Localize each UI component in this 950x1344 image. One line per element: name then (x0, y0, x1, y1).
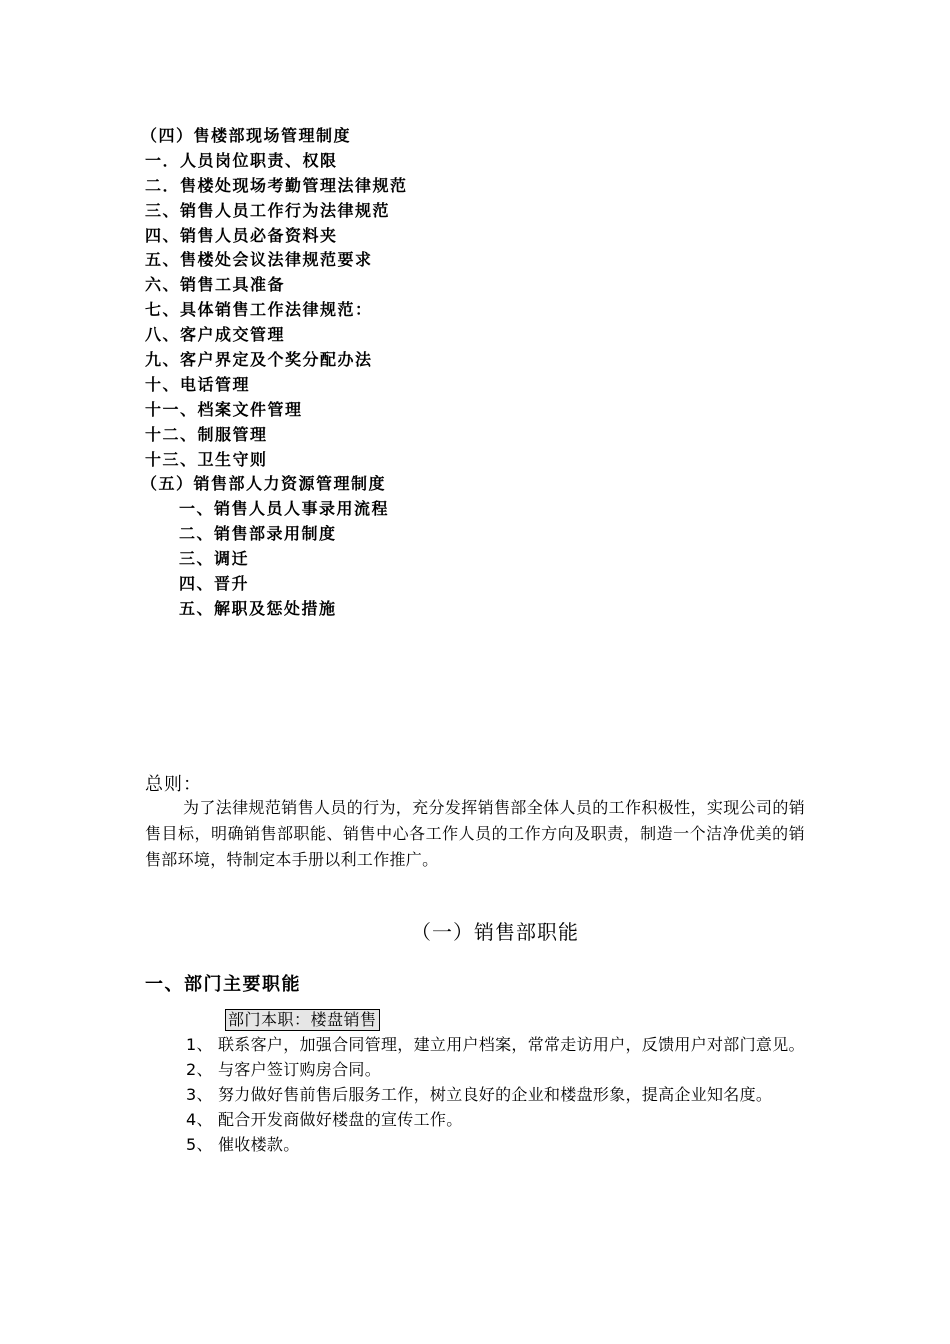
toc-item: 十三、卫生守则 (145, 449, 268, 469)
list-item-number: 4、 (186, 1110, 213, 1129)
toc-part5-title: （五）销售部人力资源管理制度 (141, 474, 387, 494)
list-item-number: 1、 (186, 1035, 213, 1054)
section-title-text: （一）销售部职能 (411, 920, 579, 944)
list-item (186, 1132, 806, 1157)
toc-item: 六、销售工具准备 (145, 275, 286, 295)
toc-item: 九、客户界定及个奖分配办法 (145, 350, 373, 370)
toc-item: 三、销售人员工作行为法律规范 (145, 200, 391, 220)
list-item-text: 催收楼款。 (218, 1135, 300, 1154)
boxed-label: 部门本职：楼盘销售 (225, 1009, 380, 1031)
section-title (0, 916, 950, 945)
list-item-text: 联系客户，加强合同管理，建立用户档案，常常走访用户，反馈用户对部门意见。 (218, 1035, 805, 1054)
toc-item: 四、销售人员必备资料夹 (145, 225, 338, 245)
list-item (186, 1107, 806, 1132)
toc-item: 十、电话管理 (145, 374, 251, 394)
list-item (186, 1082, 806, 1107)
list-item-text: 配合开发商做好楼盘的宣传工作。 (218, 1110, 463, 1129)
list-item (186, 1032, 806, 1057)
duties-list (186, 1032, 806, 1157)
toc-sub-item: 一、销售人员人事录用流程 (179, 499, 390, 519)
toc-item: 七、具体销售工作法律规范： (145, 300, 373, 320)
section-heading: 一、部门主要职能 (145, 974, 301, 995)
list-item-text: 与客户签订购房合同。 (218, 1060, 382, 1079)
general-heading: 总则： (145, 774, 202, 795)
list-item-number: 2、 (186, 1060, 213, 1079)
table-of-contents (141, 124, 408, 622)
toc-part4-title: （四）售楼部现场管理制度 (141, 126, 352, 145)
toc-sub-item: 四、晋升 (179, 574, 250, 594)
toc-item: 五、售楼处会议法律规范要求 (145, 250, 373, 270)
list-item-text: 努力做好售前售后服务工作，树立良好的企业和楼盘形象，提高企业知名度。 (218, 1085, 773, 1104)
toc-item: 八、客户成交管理 (145, 325, 286, 345)
list-item-number: 5、 (186, 1135, 213, 1154)
toc-item: 十二、制服管理 (145, 424, 268, 444)
list-item (186, 1057, 806, 1082)
toc-item: 十一、档案文件管理 (145, 399, 303, 419)
toc-item: 二．售楼处现场考勤管理法律规范 (145, 175, 408, 195)
toc-sub-item: 三、调迁 (179, 549, 250, 569)
general-text: 为了法律规范销售人员的行为，充分发挥销售部全体人员的工作积极性，实现公司的销售目标，明确销售部职能、销售中心各工作人员的工作方向及职责，制造一个洁净优美的销售部环境，特制定本手册以利工作推广。 (145, 798, 805, 869)
toc-sub-item: 二、销售部录用制度 (179, 524, 337, 544)
toc-item: 一．人员岗位职责、权限 (145, 150, 338, 170)
general-paragraph (145, 795, 805, 873)
list-item-number: 3、 (186, 1085, 213, 1104)
toc-sub-item: 五、解职及惩处措施 (179, 598, 337, 618)
